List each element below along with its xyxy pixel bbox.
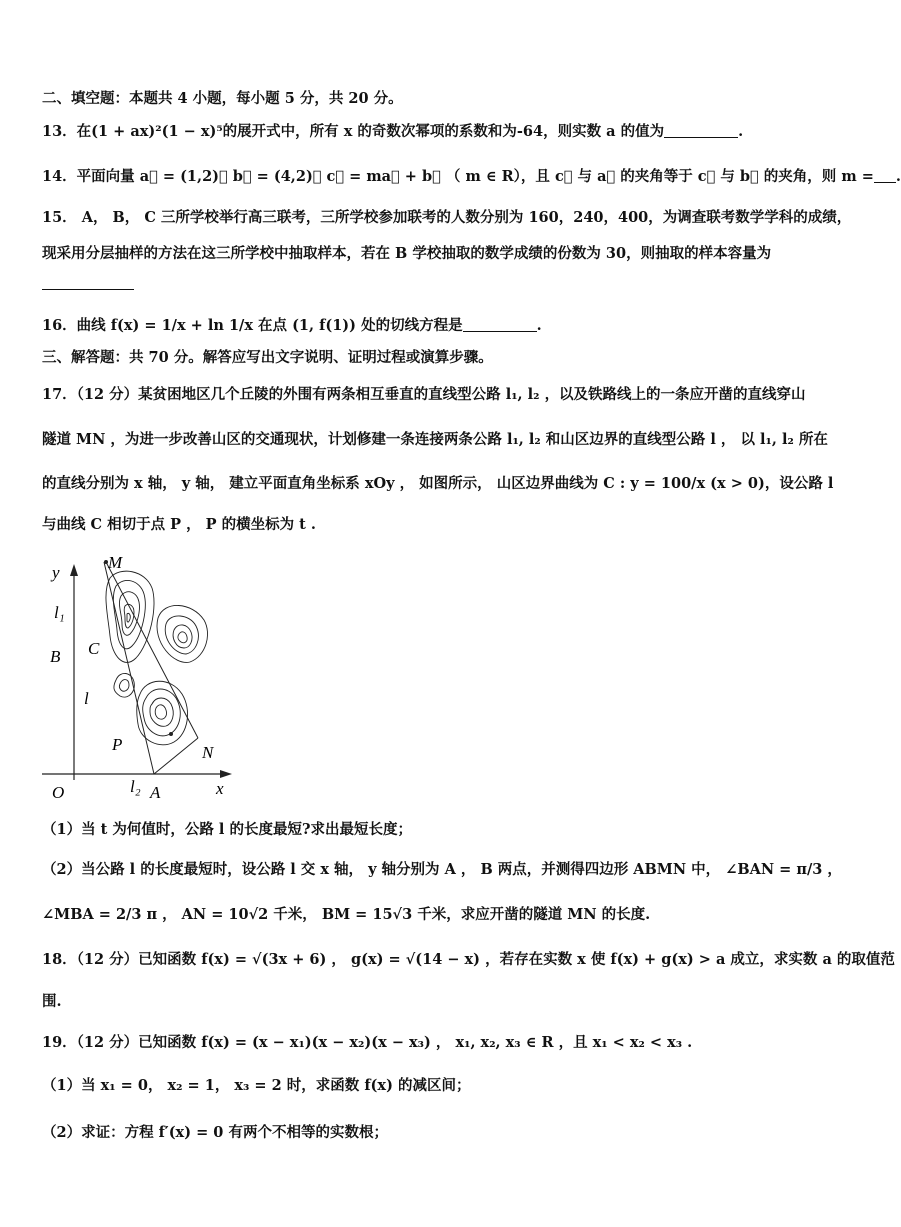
answer-blank xyxy=(874,168,896,183)
question-14 xyxy=(42,165,901,186)
question-16 xyxy=(42,314,542,335)
question-13-end: . xyxy=(738,123,744,140)
question-17-line1: 17．（12 分）某贫困地区几个丘陵的外围有两条相互垂直的直线型公路 l₁, l₂ ，以及铁路线上的一条应开凿的直线穿山 xyxy=(42,386,806,403)
question-17-line3: 的直线分别为 x 轴， y 轴， 建立平面直角坐标系 xOy ， 如图所示， 山区边界曲线为 C : y = 100/x (x > 0)，设公路 l xyxy=(42,475,834,492)
label-y: y xyxy=(52,563,60,582)
question-18-line1: 18．（12 分）已知函数 f(x) = √(3x + 6) ， g(x) = √(14 − x) ，若存在实数 x 使 f(x) + g(x) > a 成立，求实数 a 的取值范 xyxy=(42,951,895,968)
question-19-part2: （2）求证：方程 f′(x) = 0 有两个不相等的实数根； xyxy=(42,1124,388,1141)
label-a: A xyxy=(150,783,161,802)
question-17-part2-line2: ∠MBA = 2/3 π ， AN = 10√2 千米， BM = 15√3 千米，求应开凿的隧道 MN 的长度. xyxy=(42,906,651,923)
question-15-line1: 15． A， B， C 三所学校举行高三联考，三所学校参加联考的人数分别为 160，240，400，为调查联考数学学科的成绩， xyxy=(42,209,852,226)
label-p: P xyxy=(112,735,123,754)
label-l: l xyxy=(84,689,89,708)
label-l1: l₁ xyxy=(54,603,65,622)
answer-blank xyxy=(42,275,134,290)
question-17-line4: 与曲线 C 相切于点 P ， P 的横坐标为 t . xyxy=(42,516,316,533)
label-n: N xyxy=(202,743,214,762)
question-19-part1: （1）当 x₁ = 0， x₂ = 1， x₃ = 2 时，求函数 f(x) 的减区间； xyxy=(42,1077,471,1094)
label-c: C xyxy=(88,639,100,658)
question-14-text: 14．平面向量 a⃗ = (1,2)， b⃗ = (4,2)， c⃗ = ma⃗ + b⃗ （ m ∈ R），且 c⃗ 与 a⃗ 的夹角等于 c⃗ 与 b⃗ 的夹角，则 m = xyxy=(42,168,874,185)
question-15-blank-line xyxy=(42,275,134,292)
label-x: x xyxy=(216,779,224,798)
answer-blank xyxy=(463,317,537,332)
question-17-part1: （1）当 t 为何值时，公路 l 的长度最短?求出最短长度； xyxy=(42,821,412,838)
x-axis-arrow xyxy=(220,770,232,778)
y-axis-arrow xyxy=(70,564,78,576)
question-15-line2: 现采用分层抽样的方法在这三所学校中抽取样本，若在 B 学校抽取的数学成绩的份数为 30，则抽取的样本容量为 xyxy=(42,245,772,262)
contour-lines xyxy=(106,571,208,745)
question-16-text: 16．曲线 f(x) = 1/x + ln 1/x 在点 (1, f(1)) 处的切线方程是 xyxy=(42,317,463,334)
label-o: O xyxy=(52,783,65,802)
segment-an xyxy=(154,738,198,774)
question-14-end: . xyxy=(895,168,901,185)
label-m: M xyxy=(108,553,123,572)
label-l2: l₂ xyxy=(130,777,141,796)
question-17-part2-line1: （2）当公路 l 的长度最短时，设公路 l 交 x 轴， y 轴分别为 A ， B 两点，并测得四边形 ABMN 中， ∠BAN = π/3 ， xyxy=(42,861,842,878)
question-13-text: 13．在(1 + ax)²(1 − x)⁵的展开式中，所有 x 的奇数次幂项的系数和为-64，则实数 a 的值为 xyxy=(42,123,665,140)
label-b: B xyxy=(50,647,61,666)
terrain-diagram xyxy=(40,548,250,808)
answer-blank xyxy=(664,123,738,138)
section2-header: 二、填空题：本题共 4 小题，每小题 5 分，共 20 分。 xyxy=(42,90,403,107)
question-18-line2: 围. xyxy=(42,993,62,1010)
section3-header: 三、解答题：共 70 分。解答应写出文字说明、证明过程或演算步骤。 xyxy=(42,349,493,366)
question-17-line2: 隧道 MN ，为进一步改善山区的交通现状，计划修建一条连接两条公路 l₁, l₂ 和山区边界的直线型公路 l ， 以 l₁, l₂ 所在 xyxy=(42,431,828,448)
question-19: 19．（12 分）已知函数 f(x) = (x − x₁)(x − x₂)(x − x₃) ， x₁, x₂, x₃ ∈ R ，且 x₁ < x₂ < x₃ . xyxy=(42,1034,693,1051)
question-13 xyxy=(42,120,743,141)
question-16-end: . xyxy=(536,317,542,334)
